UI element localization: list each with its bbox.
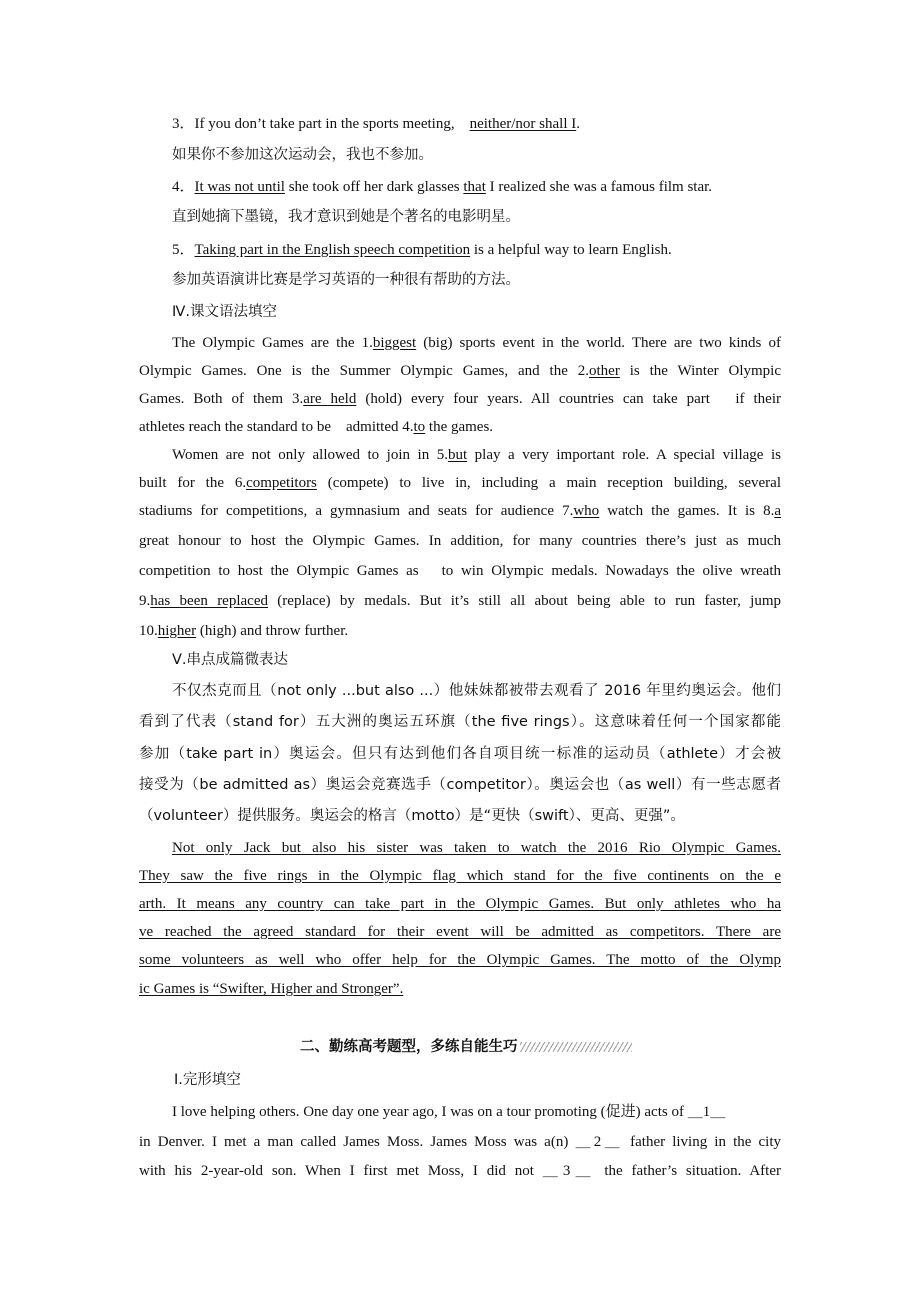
passage-line: built for the 6.competitors (compete) to live in, including a main reception building, several <box>139 475 781 491</box>
sentence-text: she took off her dark glasses <box>284 179 464 195</box>
sentence-text: 3．If you don’t take part in the sports meeting, <box>172 116 470 132</box>
cloze-blank-1[interactable]: ＿1＿ <box>687 1104 726 1120</box>
answer-paragraph-line: They saw the five rings in the Olympic flag which stand for the five continents on the e <box>139 868 781 884</box>
answer-paragraph-line: some volunteers as well who offer help for the Olympic Games. The motto of the Olymp <box>139 952 781 968</box>
passage-line: The Olympic Games are the 1.biggest (big) sports event in the world. There are two kinds of <box>172 335 781 351</box>
section-4-heading: Ⅳ.课文语法填空 <box>172 304 277 320</box>
answer-blank: other <box>589 363 620 379</box>
answer-blank: but <box>447 447 468 463</box>
passage-line: Women are not only allowed to join in 5.but play a very important role. A special village is <box>172 447 781 463</box>
passage-line: competition to host the Olympic Games as to win Olympic medals. Nowadays the olive wreath <box>139 563 781 579</box>
sentence-text: is a helpful way to learn English. <box>470 242 672 258</box>
part-2-title <box>300 1036 632 1058</box>
decorative-hatch <box>520 1042 632 1052</box>
answer-blank: to <box>413 419 426 435</box>
passage-line: Games. Both of them 3.are held (hold) every four years. All countries can take part if their <box>139 391 781 407</box>
answer-paragraph-line: Not only Jack but also his sister was taken to watch the 2016 Rio Olympic Games. <box>172 840 781 856</box>
sentence-text: 5． <box>172 242 195 258</box>
passage-line: athletes reach the standard to be admitted 4.to the games. <box>139 419 494 435</box>
part-2-title-text: 二、勤练高考题型，多练自能生巧 <box>300 1039 518 1055</box>
chinese-prompt-line: 接受为（be admitted as）奥运会竞赛选手（competitor）。奥运会也（as well）有一些志愿者 <box>139 777 781 793</box>
cloze-line: in Denver. I met a man called James Moss. James Moss was a(n) ＿2＿ father living in the city <box>139 1134 781 1150</box>
answer-blank: has been replaced <box>150 593 268 609</box>
passage-line: stadiums for competitions, a gymnasium and seats for audience 7.who watch the games. It is 8.a <box>139 503 781 519</box>
cloze-blank-3[interactable]: ＿3＿ <box>542 1163 596 1179</box>
sentence-text: I realized she was a famous film star. <box>485 179 713 195</box>
cloze-line: I love helping others. One day one year ago, I was on a tour promoting (促进) acts of ＿1＿ <box>172 1104 726 1120</box>
section-5-heading: Ⅴ.串点成篇微表达 <box>172 652 289 668</box>
chinese-prompt-line: 看到了代表（stand for）五大洲的奥运五环旗（the five rings）。这意味着任何一个国家都能 <box>139 714 781 730</box>
cloze-heading: Ⅰ.完形填空 <box>174 1072 241 1088</box>
chinese-prompt-line: 参加（take part in）奥运会。但只有达到他们各自项目统一标准的运动员（athlete）才会被 <box>139 746 781 762</box>
sentence-5-translation: 参加英语演讲比赛是学习英语的一种很有帮助的方法。 <box>172 272 520 288</box>
cloze-blank-2[interactable]: ＿2＿ <box>575 1134 624 1150</box>
sentence-3-translation: 如果你不参加这次运动会，我也不参加。 <box>172 147 433 163</box>
sentence-4 <box>172 177 781 197</box>
sentence-3 <box>172 114 781 134</box>
answer-blank: It was not until <box>194 179 285 195</box>
sentence-text: . <box>576 116 580 132</box>
sentence-5 <box>172 240 781 260</box>
sentence-4-translation: 直到她摘下墨镜，我才意识到她是个著名的电影明星。 <box>172 209 520 225</box>
answer-blank: that <box>463 179 486 195</box>
answer-paragraph-line: ic Games is “Swifter, Higher and Stronger”. <box>139 981 404 997</box>
passage-line: Olympic Games. One is the Summer Olympic Games, and the 2.other is the Winter Olympic <box>139 363 781 379</box>
answer-blank: are held <box>303 391 357 407</box>
passage-line: 9.has been replaced (replace) by medals. But it’s still all about being able to run faster, jump <box>139 593 781 609</box>
answer-paragraph-line: ve reached the agreed standard for their event will be admitted as competitors. There are <box>139 924 781 940</box>
chinese-prompt-line: （volunteer）提供服务。奥运会的格言（motto）是“更快（swift）、更高、更强”。 <box>139 808 685 824</box>
passage-line: great honour to host the Olympic Games. In addition, for many countries there’s just as much <box>139 533 781 549</box>
sentence-text: 4． <box>172 179 195 195</box>
answer-blank: a <box>774 503 781 519</box>
answer-blank: biggest <box>372 335 417 351</box>
answer-paragraph-line: arth. It means any country can take part in the Olympic Games. But only athletes who ha <box>139 896 781 912</box>
cloze-line: with his 2-year-old son. When I first met Moss, I did not ＿3＿ the father’s situation. After <box>139 1163 781 1179</box>
chinese-prompt-line: 不仅杰克而且（not only ...but also ...）他妹妹都被带去观看了 2016 年里约奥运会。他们 <box>172 683 781 699</box>
answer-blank: Taking part in the English speech competition <box>194 242 471 258</box>
passage-line: 10.higher (high) and throw further. <box>139 623 349 639</box>
answer-blank: neither/nor shall I <box>469 116 577 132</box>
answer-blank: competitors <box>246 475 317 491</box>
answer-blank: who <box>573 503 600 519</box>
answer-blank: higher <box>157 623 197 639</box>
